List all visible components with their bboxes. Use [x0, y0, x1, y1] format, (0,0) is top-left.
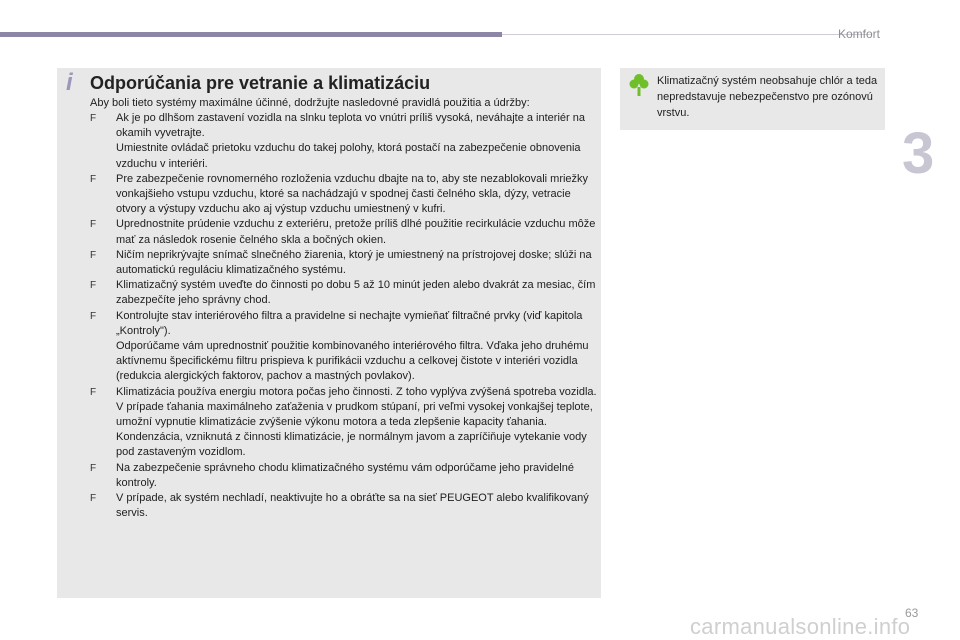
- list-item: [90, 248, 600, 278]
- list-item: [90, 461, 600, 491]
- page-title: Odporúčania pre vetranie a klimatizáciu: [90, 73, 431, 93]
- list-item: [90, 111, 600, 172]
- recommendation-list: [90, 111, 600, 521]
- list-item-paragraph: V prípade ťahania maximálneho zaťaženia v prudkom stúpaní, pri veľmi vysokej vonkajšej teplote, umožní vypnutie klimatizácie zvýšenie výkonu motora a teda zlepšenie kapacity ťahania.: [116, 400, 593, 429]
- watermark: carmanualsonline.info: [690, 614, 911, 639]
- list-item: [90, 491, 600, 521]
- tree-icon: [629, 73, 649, 97]
- bullet-marker: F: [90, 310, 97, 322]
- list-item-paragraph: Kondenzácia, vzniknutá z činnosti klimatizácie, je normálnym javom a zapríčiňuje vytekanie vody pod zastaveným vozidlom.: [116, 431, 587, 459]
- bullet-marker: F: [90, 249, 97, 261]
- bullet-marker: F: [90, 386, 97, 398]
- bullet-marker: F: [90, 113, 97, 124]
- list-item-paragraph: Uprednostnite prúdenie vzduchu z exteriéru, pretože príliš dlhé použitie recirkulácie vzduchu môže mať za následok rosenie čelného skla a bočných okien.: [116, 218, 596, 246]
- list-item-paragraph: Odporúčame vám uprednostniť použitie kombinovaného interiérového filtra. Vďaka jeho druhému aktívnemu špecifickému filtru prispieva k purifikácii vzduchu a celkovej čistote v interiéri vozidla (redukcia alergických faktorov, pachov a mastných povlakov).: [116, 340, 589, 383]
- list-item: [90, 309, 600, 385]
- chapter-number: 3: [902, 121, 935, 186]
- environment-note-text: Klimatizačný systém neobsahuje chlór a teda nepredstavuje nebezpečenstvo pre ozónovú vrstvu.: [657, 75, 878, 119]
- list-item-paragraph: Na zabezpečenie správneho chodu klimatizačného systému vám odporúčame jeho pravidelné kontroly.: [116, 461, 574, 489]
- list-item-paragraph: Pre zabezpečenie rovnomerného rozloženia vzduchu dbajte na to, aby ste nezablokovali mriežky vonkajšieho vstupu vzduchu, ktoré sa nachádzajú v spodnej časti čelného skla, dýzy, vetracie otvory a výstupy vzduchu ako aj výstup vzduchu umiestnený v kufri.: [116, 172, 589, 216]
- bullet-marker: F: [90, 173, 97, 185]
- list-item-paragraph: Ničím neprikrývajte snímač slnečného žiarenia, ktorý je umiestnený na prístrojovej doske; slúži na automatickú reguláciu klimatizačného systému.: [116, 248, 592, 277]
- list-item: [90, 278, 600, 308]
- header-divider: [502, 34, 872, 35]
- bullet-marker: F: [90, 493, 97, 505]
- list-item-paragraph: Kontrolujte stav interiérového filtra a pravidelne si nechajte vymieňať filtračné prvky (viď kapitola „Kontroly").: [116, 309, 583, 337]
- list-item-paragraph: Klimatizačný systém uveďte do činnosti po dobu 5 až 10 minút jeden alebo dvakrát za mesiac, čím zabezpečíte jeho správny chod.: [116, 279, 596, 307]
- list-item-paragraph: Ak je po dlhšom zastavení vozidla na slnku teplota vo vnútri príliš vysoká, neváhajte a interiér na okamih vyvetrajte.: [116, 112, 585, 140]
- list-item-paragraph: V prípade, ak systém nechladí, neaktivujte ho a obráťte sa na sieť PEUGEOT alebo kvalifikovaný servis.: [116, 492, 589, 520]
- list-item-paragraph: Klimatizácia používa energiu motora počas jeho činnosti. Z toho vyplýva zvýšená spotreba vozidla.: [116, 385, 597, 398]
- list-item-paragraph: Umiestnite ovládač prietoku vzduchu do takej polohy, ktorá postačí na zabezpečenie obnovenia vzduchu v interiéri.: [116, 142, 581, 170]
- intro-text: Aby boli tieto systémy maximálne účinné, dodržujte nasledovné pravidlá použitia a údržby:: [90, 97, 530, 109]
- list-item: [90, 385, 600, 461]
- header-accent-bar: [0, 32, 502, 37]
- info-icon: i: [66, 69, 73, 96]
- list-item: [90, 217, 600, 247]
- section-title: Komfort: [838, 27, 881, 41]
- page-number: 63: [905, 606, 919, 620]
- list-item: [90, 172, 600, 218]
- bullet-marker: F: [90, 462, 97, 474]
- bullet-marker: F: [90, 280, 97, 292]
- bullet-marker: F: [90, 219, 97, 231]
